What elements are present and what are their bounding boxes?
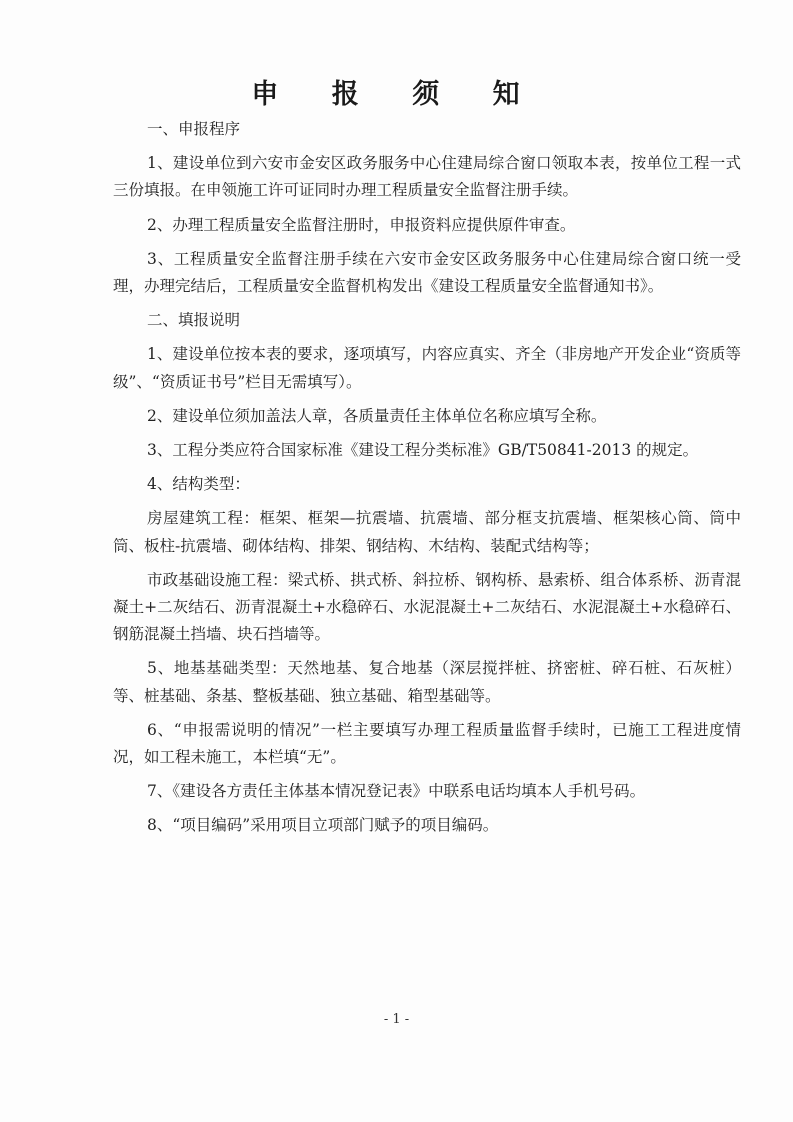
- instructions-item-4-heading: 4、结构类型：: [147, 475, 250, 494]
- instructions-item-3: 3、工程分类应符合国家标准《建设工程分类标准》GB/T50841-2013 的规定。: [147, 441, 699, 460]
- instructions-item-5: 5、地基基础类型：天然地基、复合地基（深层搅拌桩、挤密桩、碎石桩、石灰桩）等、桩基础、条基、整板基础、独立基础、箱型基础等。: [113, 659, 741, 705]
- instructions-item-1: 1、建设单位按本表的要求，逐项填写，内容应真实、齐全（非房地产开发企业“资质等级”、“资质证书号”栏目无需填写）。: [113, 345, 741, 391]
- structure-types-municipal: 市政基础设施工程：梁式桥、拱式桥、斜拉桥、钢构桥、悬索桥、组合体系桥、沥青混凝土+二灰结石、沥青混凝土+水稳碎石、水泥混凝土+二灰结石、水泥混凝土+水稳碎石、钢筋混凝土挡墙、块石挡墙等。: [113, 570, 741, 644]
- instructions-item-2: 2、建设单位须加盖法人章，各质量责任主体单位名称应填写全称。: [147, 406, 607, 425]
- procedure-item-1: 1、建设单位到六安市金安区政务服务中心住建局综合窗口领取本表，按单位工程一式三份填报。在申领施工许可证同时办理工程质量安全监督注册手续。: [113, 154, 741, 200]
- procedure-item-3: 3、工程质量安全监督注册手续在六安市金安区政务服务中心住建局综合窗口统一受理，办理完结后，工程质量安全监督机构发出《建设工程质量安全监督通知书》。: [113, 249, 741, 296]
- section-heading-instructions: 二、填报说明: [147, 311, 241, 330]
- structure-types-housing: 房屋建筑工程：框架、框架—抗震墙、抗震墙、部分框支抗震墙、框架核心筒、筒中筒、板柱-抗震墙、砌体结构、排架、钢结构、木结构、装配式结构等；: [113, 509, 741, 555]
- page-title: 申 报 须 知: [251, 79, 542, 110]
- document-body: [113, 116, 741, 840]
- instructions-item-7: 7、《建设各方责任主体基本情况登记表》中联系电话均填本人手机号码。: [147, 782, 646, 801]
- instructions-item-8: 8、“项目编码”采用项目立项部门赋予的项目编码。: [147, 816, 499, 835]
- page-number: - 1 -: [383, 1012, 410, 1027]
- instructions-item-6: 6、“申报需说明的情况”一栏主要填写办理工程质量监督手续时，已施工工程进度情况，如工程未施工，本栏填“无”。: [113, 720, 741, 767]
- section-heading-procedure: 一、申报程序: [147, 120, 241, 138]
- procedure-item-2: 2、办理工程质量安全监督注册时，申报资料应提供原件审查。: [147, 215, 576, 234]
